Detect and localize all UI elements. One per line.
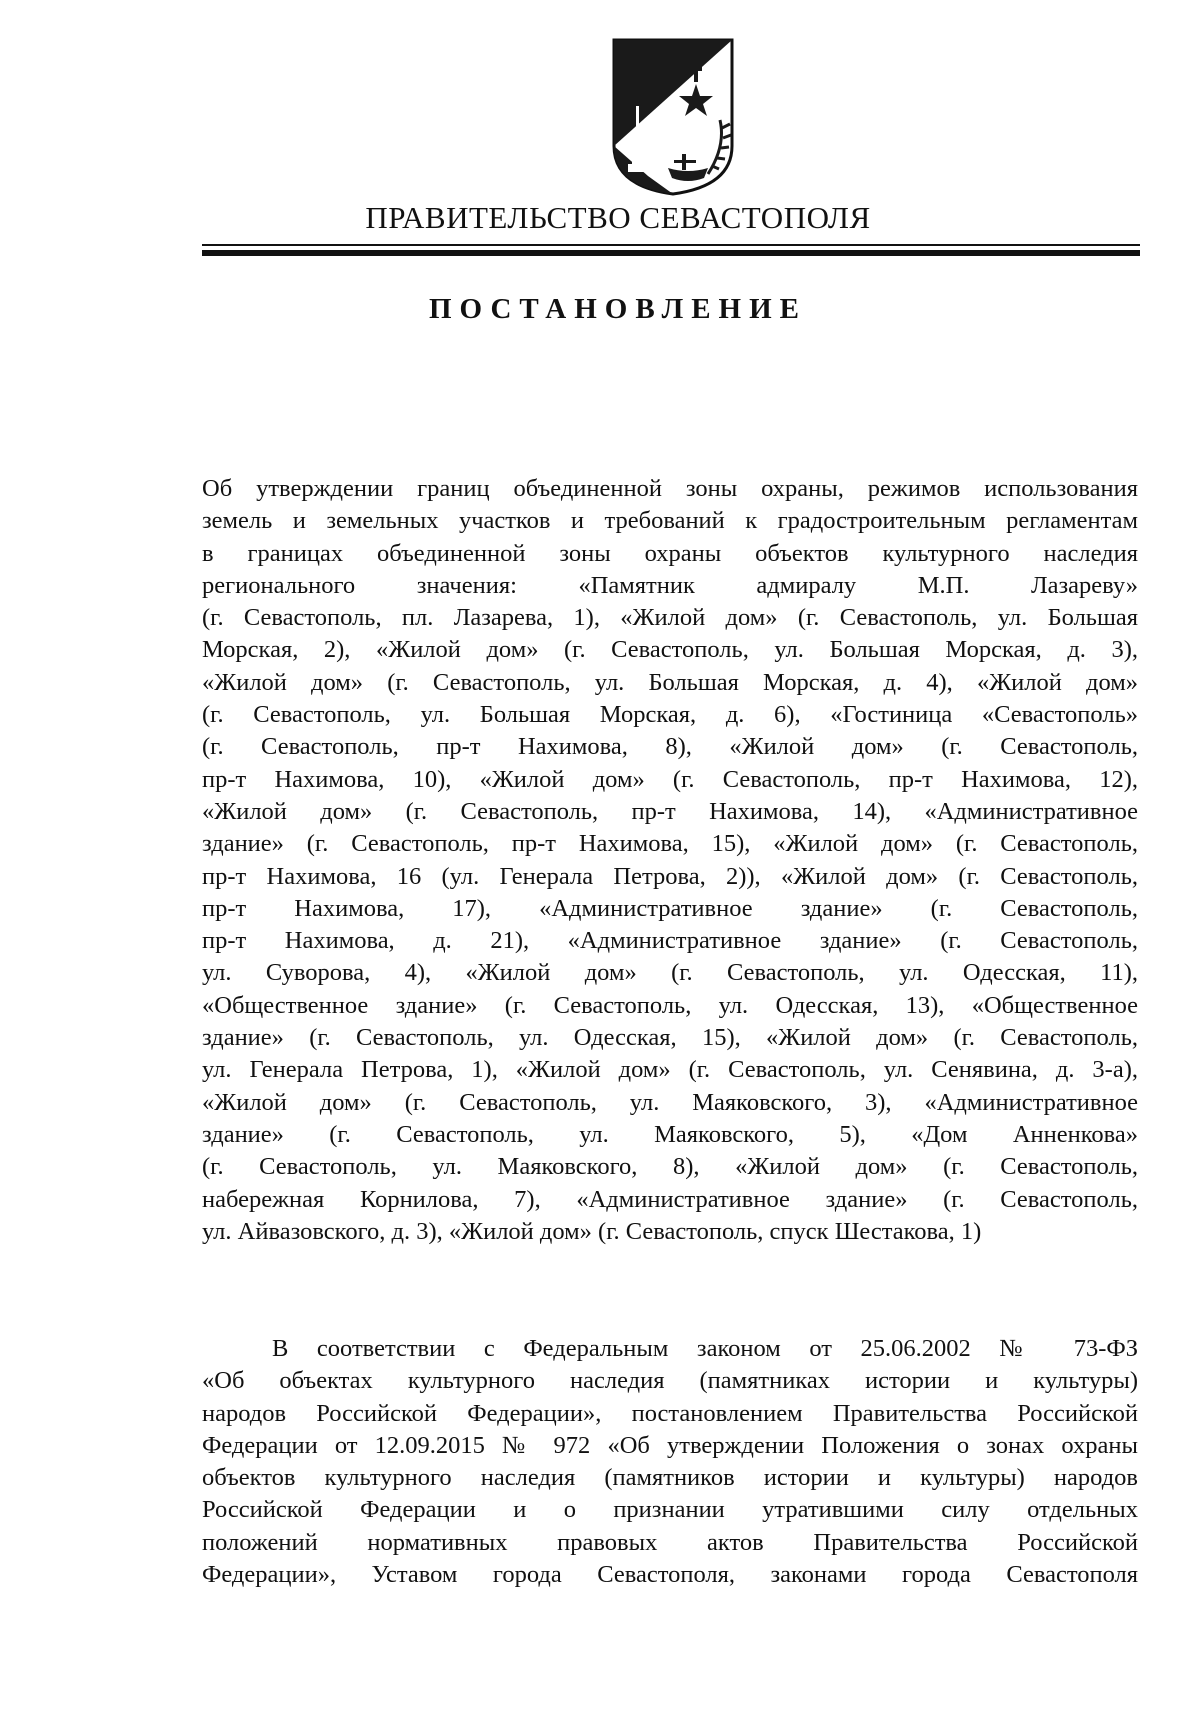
decree-preamble (202, 1333, 1138, 1591)
decree-subject (202, 473, 1138, 1248)
subject-line: пр-т Нахимова, 10), «Жилой дом» (г. Севастополь, пр-т Нахимова, 12), (202, 765, 1138, 793)
subject-line: пр-т Нахимова, 17), «Административное здание» (г. Севастополь, (202, 894, 1138, 922)
subject-line: пр-т Нахимова, д. 21), «Административное здание» (г. Севастополь, (202, 927, 1138, 955)
subject-line: земель и земельных участков и требований к градостроительным регламентам (202, 507, 1138, 535)
subject-line: ул. Айвазовского, д. 3), «Жилой дом» (г. Севастополь, спуск Шестакова, 1) (202, 1217, 982, 1245)
subject-line: здание» (г. Севастополь, ул. Одесская, 15), «Жилой дом» (г. Севастополь, (202, 1024, 1138, 1052)
document-type-heading: ПОСТАНОВЛЕНИЕ (428, 293, 807, 325)
subject-line: «Жилой дом» (г. Севастополь, ул. Маяковского, 3), «Административное (202, 1088, 1138, 1116)
subject-line: (г. Севастополь, ул. Большая Морская, д. 6), «Гостиница «Севастополь» (202, 701, 1138, 729)
coat-of-arms-icon (608, 36, 738, 198)
subject-line: пр-т Нахимова, 16 (ул. Генерала Петрова, 2)), «Жилой дом» (г. Севастополь, (202, 862, 1138, 890)
subject-line: (г. Севастополь, пл. Лазарева, 1), «Жилой дом» (г. Севастополь, ул. Большая (202, 604, 1138, 632)
preamble-line: объектов культурного наследия (памятников истории и культуры) народов (202, 1464, 1138, 1492)
preamble-line: Федерации», Уставом города Севастополя, законами города Севастополя (202, 1561, 1138, 1589)
subject-line: Об утверждении границ объединенной зоны охраны, режимов использования (202, 475, 1138, 502)
subject-line: здание» (г. Севастополь, пр-т Нахимова, 15), «Жилой дом» (г. Севастополь, (202, 830, 1138, 858)
header-divider (202, 244, 1140, 258)
subject-line: «Жилой дом» (г. Севастополь, ул. Большая Морская, д. 4), «Жилой дом» (202, 668, 1138, 696)
subject-line: здание» (г. Севастополь, ул. Маяковского, 5), «Дом Анненкова» (202, 1120, 1138, 1148)
government-title: ПРАВИТЕЛЬСТВО СЕВАСТОПОЛЯ (365, 200, 871, 235)
preamble-line: Российской Федерации и о признании утратившими силу отдельных (202, 1496, 1138, 1524)
preamble-line: положений нормативных правовых актов Правительства Российской (202, 1528, 1138, 1556)
subject-line: «Общественное здание» (г. Севастополь, ул. Одесская, 13), «Общественное (202, 991, 1138, 1019)
preamble-line: народов Российской Федерации», постановлением Правительства Российской (202, 1399, 1138, 1427)
subject-line: (г. Севастополь, ул. Маяковского, 8), «Жилой дом» (г. Севастополь, (202, 1153, 1138, 1181)
subject-line: (г. Севастополь, пр-т Нахимова, 8), «Жилой дом» (г. Севастополь, (202, 733, 1138, 761)
preamble-line: «Об объектах культурного наследия (памятниках истории и культуры) (202, 1367, 1138, 1395)
subject-line: «Жилой дом» (г. Севастополь, пр-т Нахимова, 14), «Административное (202, 797, 1138, 825)
subject-line: набережная Корнилова, 7), «Административное здание» (г. Севастополь, (202, 1185, 1138, 1213)
subject-line: регионального значения: «Памятник адмиралу М.П. Лазареву» (202, 571, 1138, 599)
preamble-line: В соответствии с Федеральным законом от 25.06.2002 № 73-ФЗ (272, 1335, 1138, 1362)
subject-line: ул. Генерала Петрова, 1), «Жилой дом» (г. Севастополь, ул. Сенявина, д. 3-а), (202, 1056, 1138, 1084)
preamble-line: Федерации от 12.09.2015 № 972 «Об утверждении Положения о зонах охраны (202, 1431, 1138, 1459)
subject-line: Морская, 2), «Жилой дом» (г. Севастополь, ул. Большая Морская, д. 3), (202, 636, 1138, 664)
subject-line: в границах объединенной зоны охраны объектов культурного наследия (202, 539, 1138, 567)
subject-line: ул. Суворова, 4), «Жилой дом» (г. Севастополь, ул. Одесская, 11), (202, 959, 1138, 987)
